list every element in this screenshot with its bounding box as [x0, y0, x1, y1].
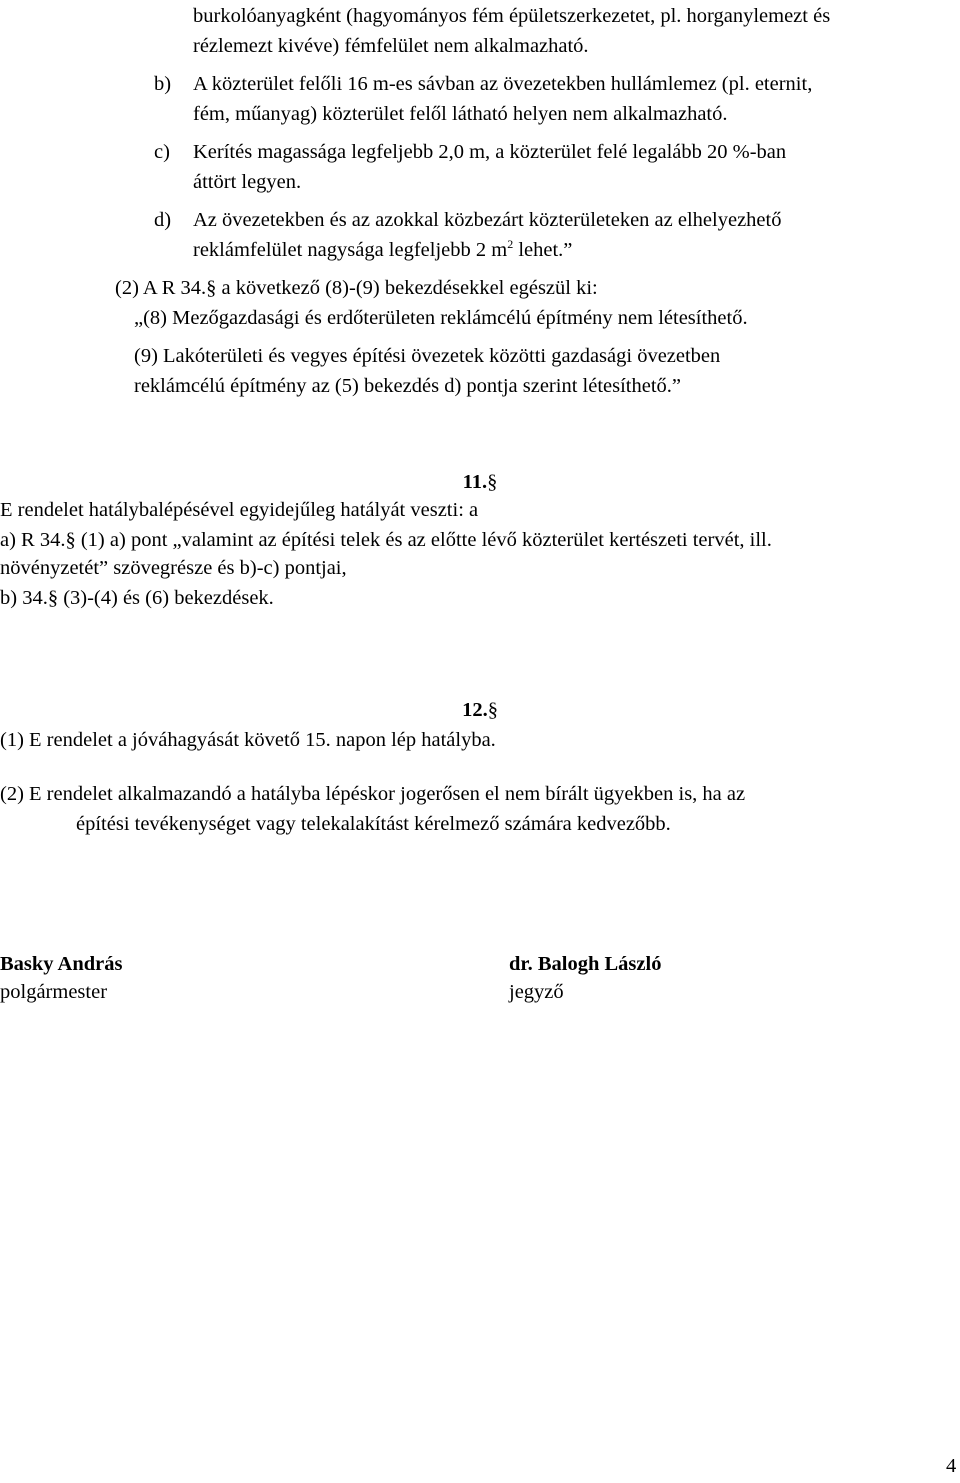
- text-run: (2) A R 34.: [115, 277, 207, 299]
- section-mark: §: [487, 699, 498, 721]
- para-line: burkolóanyagként (hagyományos fém épületszerkezetet, pl. horganylemezt és: [193, 5, 831, 27]
- text-run: a) R 34.: [0, 529, 66, 551]
- text-run: a következő (8)-(9) bekezdésekkel egészül ki:: [216, 277, 598, 299]
- text-run: reklámfelület nagysága legfeljebb 2 m: [193, 239, 508, 261]
- list-label: d): [154, 209, 172, 231]
- signatory-name-right: dr. Balogh László: [509, 953, 662, 975]
- page-number: 4: [946, 1455, 957, 1477]
- para-line: Az övezetekben és az azokkal közbezárt közterületeken az elhelyezhető: [193, 209, 782, 231]
- para-line: „(8) Mezőgazdasági és erdőterületen reklámcélú építmény nem létesíthető.: [134, 307, 748, 329]
- list-label: c): [154, 141, 170, 163]
- para-line: építési tevékenységet vagy telekalakítást kérelmező számára kedvezőbb.: [76, 813, 671, 835]
- section-heading-11: [0, 470, 960, 494]
- para-line: A közterület felőli 16 m-es sávban az övezetekben hullámlemez (pl. eternit,: [193, 73, 813, 95]
- para-line: rézlemezt kivéve) fémfelület nem alkalmazható.: [193, 35, 589, 57]
- text-run: (3)-(4) és (6) bekezdések.: [58, 587, 274, 609]
- para-line: fém, műanyag) közterület felől látható helyen nem alkalmazható.: [193, 103, 728, 125]
- signatory-name-left: Basky András: [0, 953, 123, 975]
- para-line: (9) Lakóterületi és vegyes építési övezetek közötti gazdasági övezetben: [134, 345, 721, 367]
- section-mark: §: [487, 471, 498, 493]
- para-line: áttört legyen.: [193, 171, 302, 193]
- para-line: Kerítés magassága legfeljebb 2,0 m, a közterület felé legalább 20 %-ban: [193, 141, 787, 163]
- section-number: 11.: [462, 471, 488, 493]
- text-run: (1) a) pont „valamint az építési telek és az előtte lévő közterület kertészeti tervét, ill.: [75, 529, 772, 551]
- para-line: [0, 586, 274, 610]
- para-line: (1) E rendelet a jóváhagyását követő 15. napon lép hatályba.: [0, 729, 496, 751]
- para-line: növényzetét” szövegrésze és b)-c) pontjai,: [0, 557, 347, 579]
- text-run: lehet.”: [513, 239, 573, 261]
- signatory-title-left: polgármester: [0, 981, 108, 1003]
- para-line: [115, 276, 598, 300]
- section-number: 12.: [462, 699, 488, 721]
- section-mark: §: [47, 587, 59, 609]
- section-mark: §: [206, 277, 217, 299]
- list-label: b): [154, 73, 172, 95]
- section-mark: §: [65, 529, 76, 551]
- section-heading-12: [0, 698, 960, 722]
- signatory-title-right: jegyző: [509, 981, 564, 1003]
- superscript: 2: [507, 237, 514, 251]
- para-line: E rendelet hatálybalépésével egyidejűleg hatályát veszti: a: [0, 499, 479, 521]
- para-line: reklámcélú építmény az (5) bekezdés d) pontja szerint létesíthető.”: [134, 375, 682, 397]
- text-run: b) 34.: [0, 587, 48, 609]
- para-line: [193, 238, 572, 262]
- para-line: [0, 528, 772, 552]
- para-line: (2) E rendelet alkalmazandó a hatályba lépéskor jogerősen el nem bírált ügyekben is, ha az: [0, 783, 746, 805]
